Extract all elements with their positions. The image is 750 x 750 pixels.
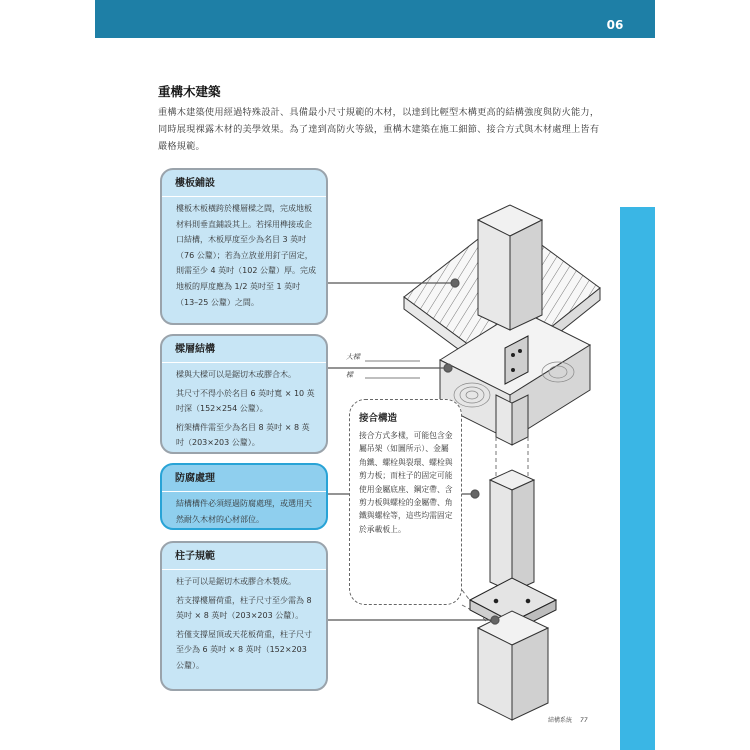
box-beams-text-2: 其尺寸不得小於名目 6 英吋寬 × 10 英吋深（152×254 公釐）。 [176,388,315,414]
girder-label: 大樑 [346,353,360,361]
section-title: 重構木建築 [158,84,221,99]
box-beam-structure [160,334,328,454]
joint-title: 接合構造 [359,413,398,424]
box-decay-text: 結構構件必須經過防腐處理，或選用天然耐久木材的心材部位。 [176,499,312,524]
box-floor-text: 樓板木板橫跨於樓層樑之間，完成地板材料則垂直鋪設其上。若採用榫接或企口結構，木板厚度至少為名目 3 英吋（76 公釐）；若為立放並用釘子固定，則需至少 4 英吋（102 公釐）厚。完成地板的厚度應為 1/2 英吋至 1 英吋（13–25 公釐）之間。 [176,204,316,307]
box-beams-text-3: 桁架構件需至少為名目 8 英吋 × 8 英吋（203×203 公釐）。 [176,422,310,448]
box-column-spec [160,541,328,691]
box-beams-text-1: 樑與大樑可以是鋸切木或膠合木。 [176,370,296,379]
column-top-stub [496,395,528,445]
beam-label: 樑 [346,371,353,379]
box-columns-title: 柱子規範 [162,543,326,570]
upper-column [478,205,542,330]
chapter-number: 06 [606,18,624,32]
page-footer [548,715,588,724]
box-columns-text-2: 若支撐樓層荷重，柱子尺寸至少需為 8 英吋 × 8 英吋（203×203 公釐）。 [176,595,312,621]
footer-section: 結構系統 [548,717,573,724]
box-decay-treatment [160,463,328,530]
box-decay-title: 防腐處理 [162,465,326,492]
support-pier [478,611,548,720]
lower-column [490,470,534,592]
box-columns-text-1: 柱子可以是鋸切木或膠合木製成。 [176,577,296,586]
box-columns-text-3: 若僅支撐屋頂或天花板荷重，柱子尺寸至少為 6 英吋 × 8 英吋（152×203 公釐）。 [176,629,312,670]
box-floor-title: 樓板鋪設 [162,170,326,197]
intro-paragraph: 重構木建築使用經過特殊設計、具備最小尺寸規範的木材，以達到比輕型木構更高的結構強度與防火能力，同時展現裸露木材的美學效果。為了達到高防火等級，重構木建築在施工細節、接合方式與木材處理上皆有嚴格規範。 [158,107,600,152]
joint-callout [349,399,462,605]
joint-text: 接合方式多樣，可能包含金屬吊架（如圖所示）、金屬角鐵、螺栓與裂環、螺栓與剪力板；而柱子的固定可能使用金屬底座、鋼定帶、含剪力板與螺栓的金屬帶、角鐵與螺栓等，這些均需固定於承載板上。 [359,431,453,534]
footer-page-number: 77 [580,717,588,724]
box-floor-decking [160,168,328,325]
box-beams-title: 樑層結構 [162,336,326,363]
